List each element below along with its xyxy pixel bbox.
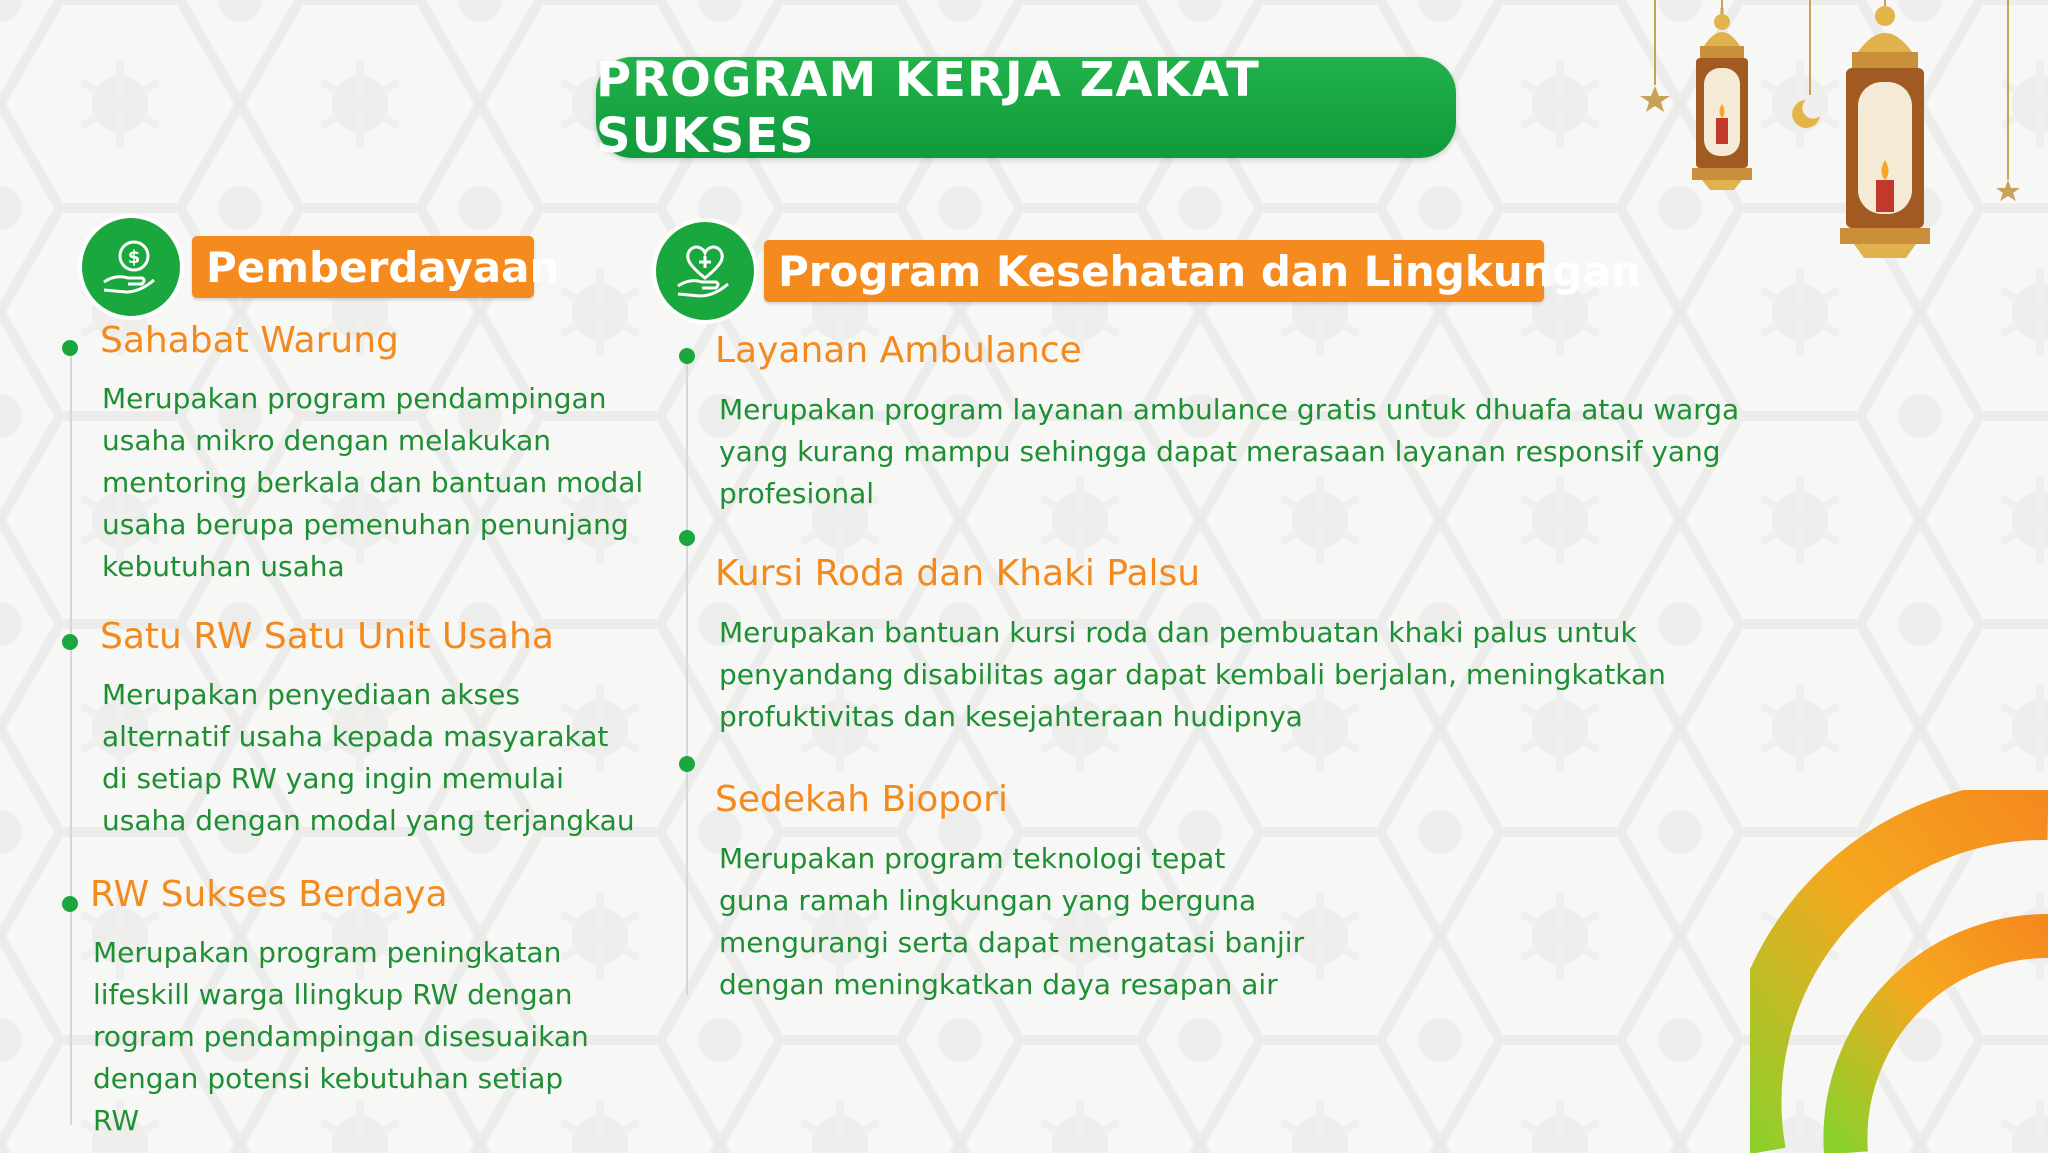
item-title-ambulance: Layanan Ambulance xyxy=(715,330,1082,371)
bullet-icon xyxy=(62,896,78,912)
bullet-icon xyxy=(679,530,695,546)
bullet-icon xyxy=(62,340,78,356)
section-header-pemberdayaan xyxy=(192,236,560,298)
item-desc-sahabat-warung: Merupakan program pendampingan usaha mikro dengan melakukan mentoring berkala dan bantuan modal usaha berupa pemenuhan penunjang kebutuhan usaha xyxy=(102,382,644,583)
item-title-satu-rw: Satu RW Satu Unit Usaha xyxy=(100,616,554,657)
title-banner xyxy=(596,51,1456,164)
section-heading: Pemberdayaan xyxy=(206,242,560,292)
arc-decoration xyxy=(1750,790,2048,1153)
section-header-kesehatan xyxy=(764,240,1641,302)
item-desc-rw-sukses: Merupakan program peningkatan lifeskill warga llingkup RW dengan rogram pendampingan disesuaikan dengan potensi kebutuhan setiap RW xyxy=(93,936,589,1137)
right-divider-line xyxy=(686,355,688,995)
page-title: PROGRAM KERJA ZAKAT SUKSES xyxy=(596,51,1260,164)
item-desc-ambulance: Merupakan program layanan ambulance gratis untuk dhuafa atau warga yang kurang mampu sehingga dapat merasaan layanan responsif yang profesional xyxy=(719,393,1740,510)
item-title-biopori: Sedekah Biopori xyxy=(715,779,1008,820)
bullet-icon xyxy=(62,634,78,650)
section-heading: Program Kesehatan dan Lingkungan xyxy=(778,246,1641,296)
item-desc-kursi-roda: Merupakan bantuan kursi roda dan pembuatan khaki palus untuk penyandang disabilitas agar dapat kembali berjalan, meningkatkan profuktivitas dan kesejahteraan hudipnya xyxy=(719,616,1666,733)
heart-hand-icon xyxy=(656,222,754,320)
item-title-rw-sukses: RW Sukses Berdaya xyxy=(90,874,448,915)
item-desc-satu-rw: Merupakan penyediaan akses alternatif usaha kepada masyarakat di setiap RW yang ingin memulai usaha dengan modal yang terjangkau xyxy=(102,678,635,837)
item-title-sahabat-warung: Sahabat Warung xyxy=(100,320,399,361)
left-divider-line xyxy=(70,345,72,1125)
bullet-icon xyxy=(679,756,695,772)
lanterns-decoration xyxy=(1630,0,2048,275)
item-desc-biopori: Merupakan program teknologi tepat guna ramah lingkungan yang berguna mengurangi serta dapat mengatasi banjir dengan meningkatkan daya resapan air xyxy=(719,842,1305,1001)
bullet-icon xyxy=(679,348,695,364)
money-hand-icon xyxy=(82,218,180,316)
item-title-kursi-roda: Kursi Roda dan Khaki Palsu xyxy=(715,553,1201,594)
svg-text:$: $ xyxy=(127,247,141,268)
